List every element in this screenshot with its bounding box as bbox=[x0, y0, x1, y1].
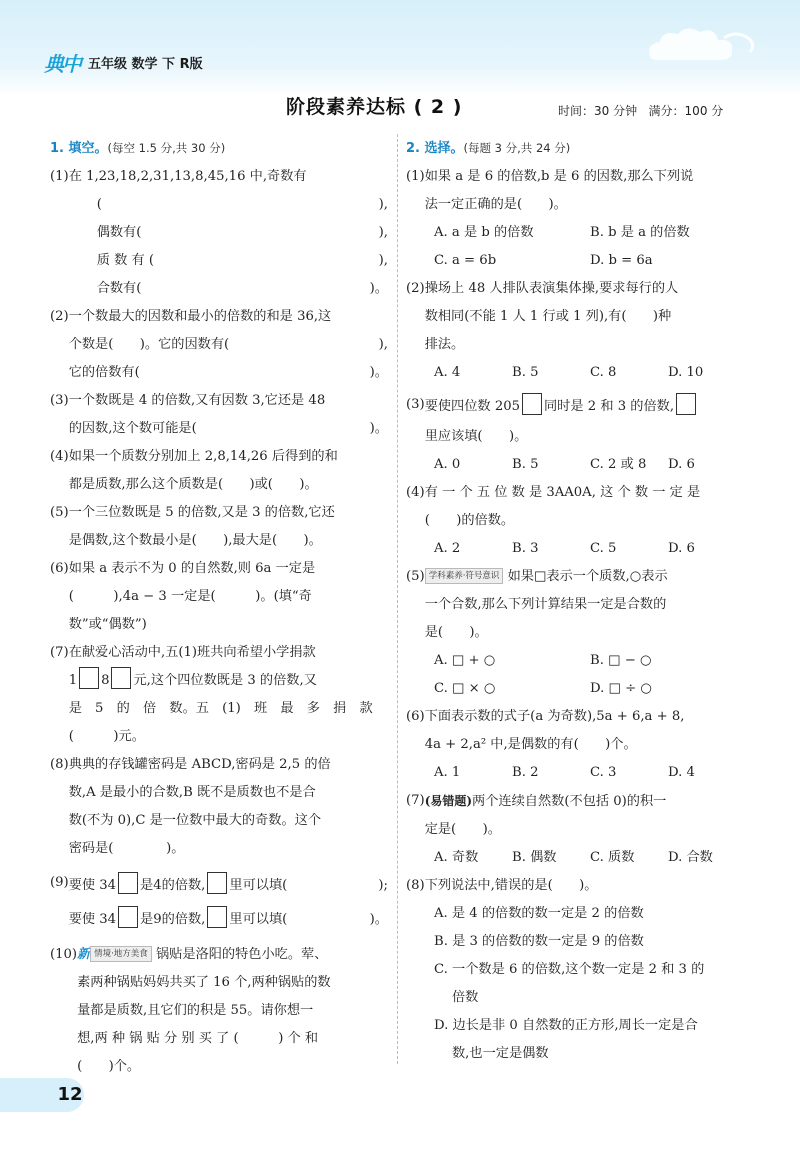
question-number: (10) bbox=[50, 947, 78, 962]
question-text: 如果 a 表示不为 0 的自然数,则 6a 一定是 bbox=[68, 561, 316, 576]
cloud-icon bbox=[640, 20, 760, 66]
question-text: 排法。 bbox=[424, 337, 465, 352]
option-a[interactable]: A. 0 bbox=[434, 457, 461, 472]
digit-box[interactable] bbox=[522, 393, 542, 415]
answer-line bbox=[69, 415, 388, 443]
question-number: (2) bbox=[406, 281, 425, 296]
question-text: 里应该填( )。 bbox=[424, 429, 528, 444]
blank-close: ), bbox=[378, 225, 388, 240]
question-2-8 bbox=[406, 872, 746, 900]
question-text: 元,这个四位数既是 3 的倍数,又 bbox=[133, 673, 317, 688]
section-note: (每题 3 分,共 24 分) bbox=[463, 141, 571, 155]
question-1-9 bbox=[50, 869, 388, 937]
page-title: 阶段素养达标 ( 2 ) bbox=[286, 96, 463, 118]
question-number: (1) bbox=[50, 169, 69, 184]
options-row bbox=[406, 247, 746, 275]
question-number: (5) bbox=[50, 505, 69, 520]
option-a[interactable]: A. 2 bbox=[434, 541, 461, 556]
question-2-5 bbox=[406, 563, 746, 647]
answer-label: 质 数 有 ( bbox=[96, 253, 154, 268]
question-1-2 bbox=[50, 303, 388, 387]
option-a[interactable]: A. 奇数 bbox=[434, 850, 479, 865]
question-text: 是 5 的 倍 数。五 (1) 班 最 多 捐 款 bbox=[68, 701, 373, 716]
digit-box[interactable] bbox=[111, 667, 131, 689]
options-row bbox=[406, 535, 746, 563]
question-text: 是9的倍数, bbox=[140, 912, 206, 927]
option-d[interactable]: D. 6 bbox=[668, 541, 695, 556]
question-text: 典典的存钱罐密码是 ABCD,密码是 2,5 的倍 bbox=[68, 757, 331, 772]
question-2-6 bbox=[406, 703, 746, 759]
question-number: (7) bbox=[406, 793, 425, 808]
question-number: (5) bbox=[406, 569, 425, 584]
digit-box[interactable] bbox=[79, 667, 99, 689]
question-1-7 bbox=[50, 639, 388, 751]
question-number: (8) bbox=[50, 757, 69, 772]
question-1-4 bbox=[50, 443, 388, 499]
blank-close: )。 bbox=[369, 421, 388, 436]
question-1-1 bbox=[50, 163, 388, 303]
question-text: 要使 34 bbox=[68, 878, 117, 893]
question-number: (9) bbox=[50, 875, 69, 890]
blank-close: )。 bbox=[369, 281, 388, 296]
question-text: 一个数最大的因数和最小的倍数的和是 36,这 bbox=[68, 309, 332, 324]
question-number: (7) bbox=[50, 645, 69, 660]
option-b[interactable]: B. 偶数 bbox=[512, 850, 557, 865]
option-d-cont: 数,也一定是偶数 bbox=[452, 1046, 549, 1061]
question-text: 量都是质数,且它们的积是 55。请你想一 bbox=[77, 1003, 314, 1018]
question-text: 法一定正确的是( )。 bbox=[424, 197, 567, 212]
question-text: 在 1,23,18,2,31,13,8,45,16 中,奇数有 bbox=[68, 169, 307, 184]
question-text: 有 一 个 五 位 数 是 3AA0A, 这 个 数 一 定 是 bbox=[424, 485, 701, 500]
question-text: ( ),4a − 3 一定是( )。(填“奇 bbox=[68, 589, 312, 604]
options-row bbox=[406, 675, 746, 703]
error-prone-tag: (易错题) bbox=[424, 794, 473, 808]
option-d[interactable]: D. 10 bbox=[668, 365, 704, 380]
blank-close: )。 bbox=[369, 912, 388, 927]
new-badge: 新 bbox=[77, 947, 91, 962]
answer-label: 它的倍数有( bbox=[68, 365, 140, 380]
page-number: 12 bbox=[57, 1084, 83, 1105]
time-label: 时间：30 分钟 bbox=[558, 104, 638, 118]
question-number: (6) bbox=[406, 709, 425, 724]
question-text: 数(不为 0),C 是一位数中最大的奇数。这个 bbox=[68, 813, 322, 828]
options-row bbox=[406, 219, 746, 247]
question-number: (6) bbox=[50, 561, 69, 576]
blank-open: ( bbox=[96, 197, 102, 212]
question-2-4 bbox=[406, 479, 746, 535]
question-text: 是偶数,这个数最小是( ),最大是( )。 bbox=[68, 533, 322, 548]
question-text: 下面表示数的式子(a 为奇数),5a + 6,a + 8, bbox=[424, 709, 685, 724]
answer-line bbox=[69, 903, 388, 937]
question-number: (3) bbox=[50, 393, 69, 408]
question-text: 想,两 种 锅 贴 分 别 买 了 ( ) 个 和 bbox=[77, 1031, 319, 1046]
options-row bbox=[406, 759, 746, 787]
option-c[interactable]: C. 质数 bbox=[590, 850, 635, 865]
option-c[interactable]: C. □ × ○ bbox=[434, 681, 496, 696]
question-1-5 bbox=[50, 499, 388, 555]
answer-line bbox=[69, 191, 388, 219]
answer-line bbox=[69, 275, 388, 303]
question-text: 如果一个质数分别加上 2,8,14,26 后得到的和 bbox=[68, 449, 338, 464]
column-divider bbox=[397, 134, 398, 1064]
option-b[interactable]: B. 3 bbox=[512, 541, 539, 556]
section-title bbox=[50, 134, 388, 163]
question-1-8 bbox=[50, 751, 388, 863]
literacy-badge: 学科素养·符号意识 bbox=[425, 568, 504, 584]
question-2-3 bbox=[406, 391, 746, 451]
question-1-6 bbox=[50, 555, 388, 639]
section-multiple-choice bbox=[406, 134, 746, 1068]
digit-box[interactable] bbox=[207, 906, 227, 928]
question-text: 是4的倍数, bbox=[140, 878, 206, 893]
blank-close: )。 bbox=[369, 365, 388, 380]
question-text: 的因数,这个数可能是( bbox=[68, 421, 197, 436]
question-number: (3) bbox=[406, 397, 425, 412]
question-text: 要使四位数 205 bbox=[424, 399, 520, 414]
option-d[interactable]: D. 6 bbox=[668, 457, 695, 472]
digit: 1 bbox=[68, 673, 78, 688]
question-text: 操场上 48 人排队表演集体操,要求每行的人 bbox=[424, 281, 679, 296]
options-row bbox=[406, 647, 746, 675]
option-b[interactable]: B. b 是 a 的倍数 bbox=[590, 225, 690, 240]
answer-label: 偶数有( bbox=[96, 225, 142, 240]
question-text: 如果□表示一个质数,○表示 bbox=[507, 569, 668, 584]
question-text: 两个连续自然数(不包括 0)的积一 bbox=[472, 794, 667, 809]
question-text: 密码是( )。 bbox=[68, 841, 185, 856]
blank-close: ), bbox=[378, 337, 388, 352]
option-d[interactable]: D. 4 bbox=[668, 765, 695, 780]
option-b[interactable]: B. 是 3 的倍数的数一定是 9 的倍数 bbox=[434, 934, 644, 949]
answer-line bbox=[69, 331, 388, 359]
question-text bbox=[425, 391, 746, 423]
question-text: 数相同(不能 1 人 1 行或 1 列),有( )种 bbox=[424, 309, 672, 324]
digit: 8 bbox=[101, 673, 110, 688]
question-1-10 bbox=[50, 941, 388, 1081]
question-number: (2) bbox=[50, 309, 69, 324]
context-badge: 情境·地方美食 bbox=[90, 946, 152, 962]
digit-box[interactable] bbox=[118, 872, 138, 894]
question-text: ( )的倍数。 bbox=[424, 513, 515, 528]
question-number: (4) bbox=[50, 449, 69, 464]
question-text: ( )个。 bbox=[77, 1059, 141, 1074]
option-c[interactable]: C. 2 或 8 bbox=[590, 457, 647, 472]
question-2-2 bbox=[406, 275, 746, 359]
question-number: (8) bbox=[406, 878, 425, 893]
option-c[interactable]: C. 8 bbox=[590, 365, 617, 380]
answer-line bbox=[69, 219, 388, 247]
question-text: 里可以填( bbox=[229, 912, 288, 927]
question-number: (1) bbox=[406, 169, 425, 184]
options-row bbox=[406, 844, 746, 872]
question-text: 在献爱心活动中,五(1)班共向希望小学捐款 bbox=[68, 645, 316, 660]
option-c[interactable]: C. 5 bbox=[590, 541, 617, 556]
question-number: (4) bbox=[406, 485, 425, 500]
question-text bbox=[425, 563, 746, 591]
question-text: 锅贴是洛阳的特色小吃。荤、 bbox=[156, 947, 328, 962]
question-text: 下列说法中,错误的是( )。 bbox=[424, 878, 598, 893]
option-a[interactable]: A. a 是 b 的倍数 bbox=[434, 225, 534, 240]
score-label: 满分：100 分 bbox=[648, 104, 724, 118]
question-text: 都是质数,那么这个质数是( )或( )。 bbox=[68, 477, 318, 492]
answer-line bbox=[69, 247, 388, 275]
option-b[interactable]: B. □ − ○ bbox=[590, 653, 652, 668]
option-b[interactable]: B. 5 bbox=[512, 457, 539, 472]
answer-line bbox=[69, 869, 388, 903]
option-c[interactable]: C. a = 6b bbox=[434, 253, 497, 268]
section-title bbox=[406, 134, 746, 163]
digit-box[interactable] bbox=[118, 906, 138, 928]
question-text: 数,A 是最小的合数,B 既不是质数也不是合 bbox=[68, 785, 316, 800]
question-text bbox=[77, 941, 388, 969]
section-note: (每空 1.5 分,共 30 分) bbox=[107, 141, 226, 155]
question-text: 定是( )。 bbox=[424, 822, 501, 837]
brand-logo: 典中 bbox=[44, 52, 80, 76]
option-d[interactable]: D. 合数 bbox=[668, 850, 713, 865]
brand bbox=[44, 48, 203, 77]
option-a[interactable]: A. □ + ○ bbox=[434, 653, 496, 668]
question-text: 要使 34 bbox=[68, 912, 117, 927]
question-text: 一个三位数既是 5 的倍数,又是 3 的倍数,它还 bbox=[68, 505, 335, 520]
question-1-3 bbox=[50, 387, 388, 443]
question-text: 如果 a 是 6 的倍数,b 是 6 的因数,那么下列说 bbox=[424, 169, 694, 184]
question-text: 个数是( )。它的因数有( bbox=[68, 337, 230, 352]
option-b[interactable]: B. 5 bbox=[512, 365, 539, 380]
question-text: 一个数既是 4 的倍数,又有因数 3,它还是 48 bbox=[68, 393, 326, 408]
options-row bbox=[406, 451, 746, 479]
question-2-1 bbox=[406, 163, 746, 219]
option-c[interactable]: C. 一个数是 6 的倍数,这个数一定是 2 和 3 的 bbox=[434, 962, 705, 977]
brand-text: 五年级 数学 下 R版 bbox=[88, 57, 203, 72]
question-text bbox=[425, 787, 746, 816]
option-d[interactable]: D. 边长是非 0 自然数的正方形,周长一定是合 bbox=[434, 1018, 698, 1033]
option-c[interactable]: C. 3 bbox=[590, 765, 617, 780]
digit-box[interactable] bbox=[207, 872, 227, 894]
option-a[interactable]: A. 4 bbox=[434, 365, 461, 380]
question-text: 一个合数,那么下列计算结果一定是合数的 bbox=[424, 597, 667, 612]
question-text bbox=[69, 667, 388, 695]
question-text: 同时是 2 和 3 的倍数, bbox=[544, 399, 675, 414]
option-b[interactable]: B. 2 bbox=[512, 765, 539, 780]
option-a[interactable]: A. 是 4 的倍数的数一定是 2 的倍数 bbox=[434, 906, 644, 921]
options-row bbox=[406, 359, 746, 387]
question-text: 4a + 2,a² 中,是偶数的有( )个。 bbox=[424, 737, 637, 752]
exam-meta bbox=[558, 102, 723, 119]
blank-close: ), bbox=[378, 197, 388, 212]
question-text: 素两种锅贴妈妈共买了 16 个,两种锅贴的数 bbox=[77, 975, 331, 990]
section-fill-in bbox=[50, 134, 388, 1081]
option-d[interactable]: D. b = 6a bbox=[590, 253, 653, 268]
answer-line bbox=[69, 359, 388, 387]
option-c-cont: 倍数 bbox=[452, 990, 479, 1005]
option-d[interactable]: D. □ ÷ ○ bbox=[590, 681, 652, 696]
question-2-7 bbox=[406, 787, 746, 844]
question-text: 是( )。 bbox=[424, 625, 488, 640]
blank-close: ), bbox=[378, 253, 388, 268]
digit-box bbox=[676, 393, 696, 415]
blank-close: ); bbox=[378, 878, 388, 893]
section-name: 1. 填空。 bbox=[50, 141, 108, 156]
question-text: ( )元。 bbox=[68, 729, 145, 744]
section-name: 2. 选择。 bbox=[406, 141, 464, 156]
question-text: 数”或“偶数”) bbox=[68, 617, 147, 632]
question-text: 里可以填( bbox=[229, 878, 288, 893]
option-a[interactable]: A. 1 bbox=[434, 765, 461, 780]
answer-label: 合数有( bbox=[96, 281, 142, 296]
